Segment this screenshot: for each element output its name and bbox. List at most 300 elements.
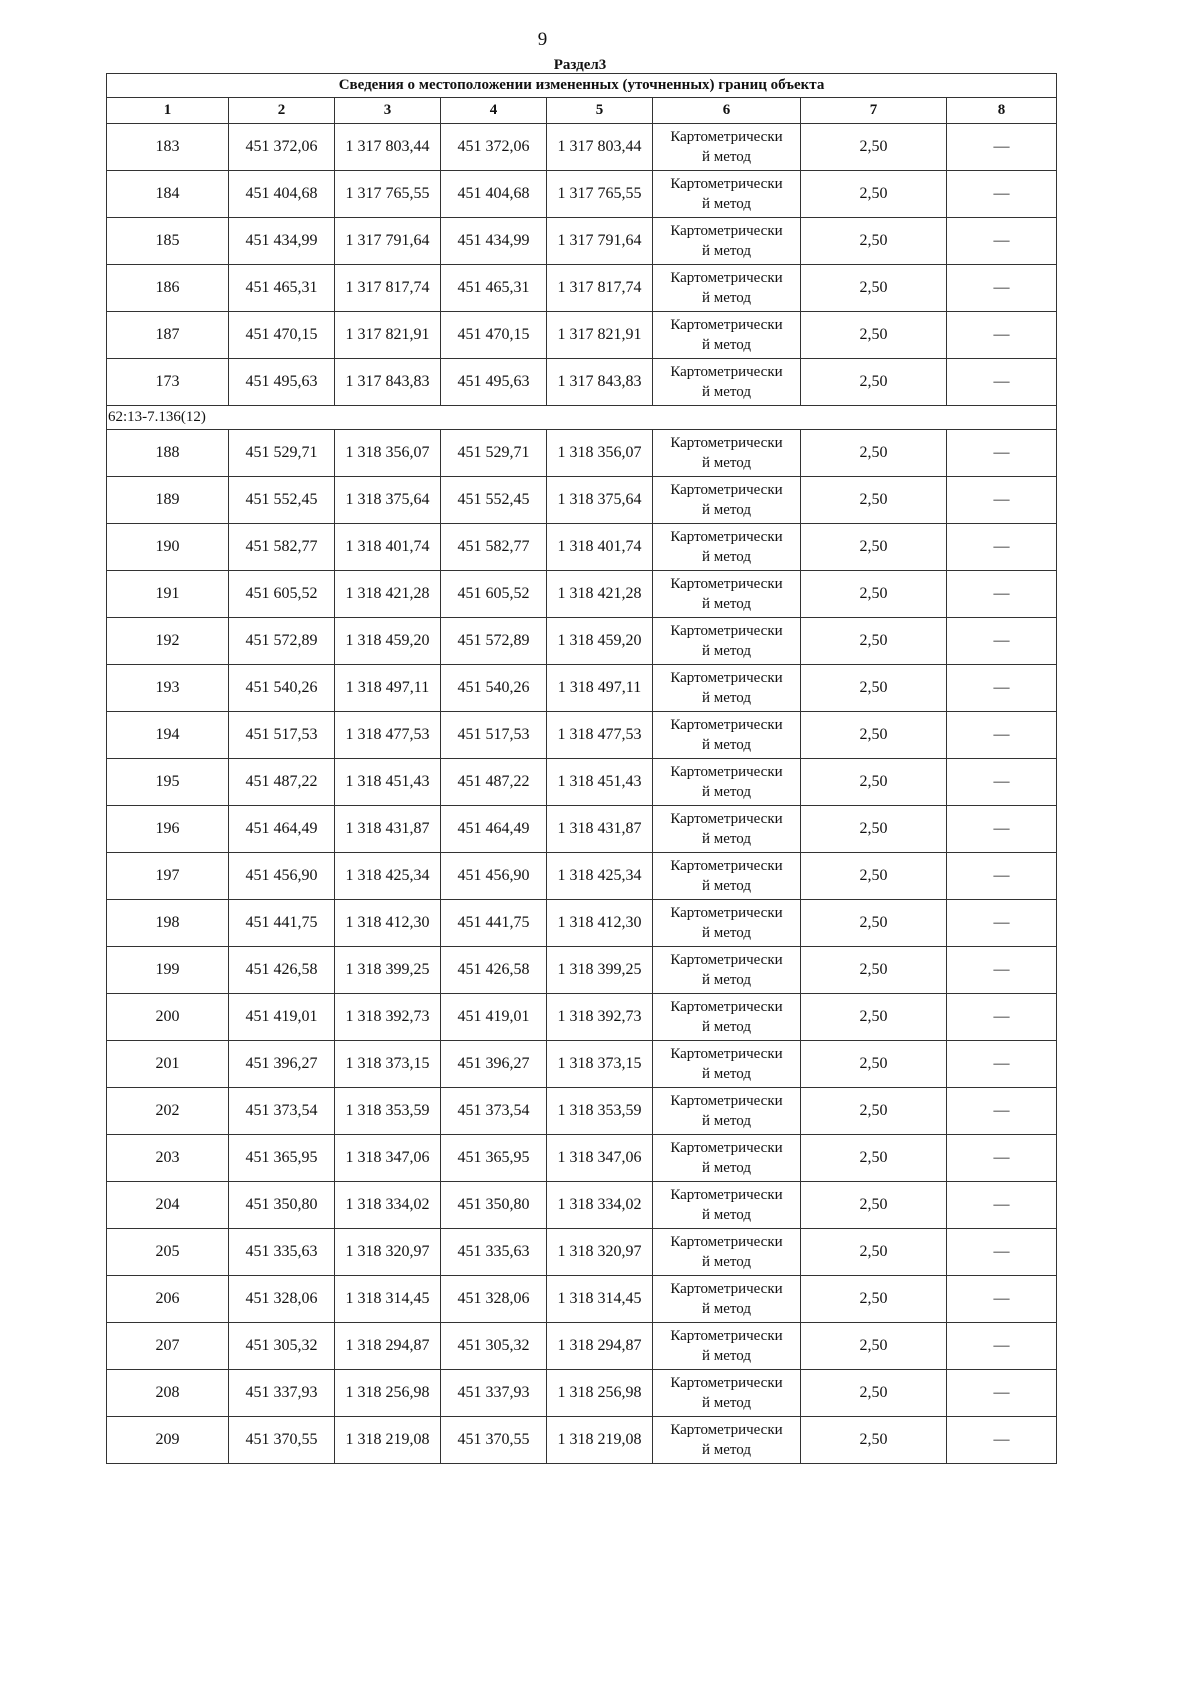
x-old-cell: 451 337,93 xyxy=(229,1370,335,1417)
group-row xyxy=(107,406,1057,430)
point-number-cell: 204 xyxy=(107,1182,229,1229)
method-line-1: Картометрически xyxy=(670,952,783,968)
x-new-cell: 451 305,32 xyxy=(441,1323,547,1370)
y-new-cell: 1 318 401,74 xyxy=(547,524,653,571)
point-number-cell: 205 xyxy=(107,1229,229,1276)
method-line-2: й метод xyxy=(702,1160,751,1176)
y-old-cell: 1 318 256,98 xyxy=(335,1370,441,1417)
x-new-cell: 451 465,31 xyxy=(441,265,547,312)
y-old-cell: 1 318 314,45 xyxy=(335,1276,441,1323)
method-line-1: Картометрически xyxy=(670,1187,783,1203)
y-new-cell: 1 317 817,74 xyxy=(547,265,653,312)
precision-cell: 2,50 xyxy=(801,265,947,312)
y-new-cell: 1 318 375,64 xyxy=(547,477,653,524)
y-new-cell: 1 318 320,97 xyxy=(547,1229,653,1276)
table-row xyxy=(107,1041,1057,1088)
y-new-cell: 1 318 497,11 xyxy=(547,665,653,712)
method-line-1: Картометрически xyxy=(670,576,783,592)
y-new-cell: 1 318 219,08 xyxy=(547,1417,653,1464)
description-cell: — xyxy=(947,947,1057,994)
point-number-cell: 194 xyxy=(107,712,229,759)
table-row xyxy=(107,853,1057,900)
point-number-cell: 188 xyxy=(107,430,229,477)
point-number-cell: 191 xyxy=(107,571,229,618)
method-cell xyxy=(653,171,801,218)
method-cell xyxy=(653,665,801,712)
x-new-cell: 451 350,80 xyxy=(441,1182,547,1229)
precision-cell: 2,50 xyxy=(801,218,947,265)
x-old-cell: 451 305,32 xyxy=(229,1323,335,1370)
method-cell xyxy=(653,759,801,806)
precision-cell: 2,50 xyxy=(801,171,947,218)
column-number-header: 8 xyxy=(947,98,1057,124)
precision-cell: 2,50 xyxy=(801,312,947,359)
precision-cell: 2,50 xyxy=(801,1323,947,1370)
x-old-cell: 451 373,54 xyxy=(229,1088,335,1135)
method-cell xyxy=(653,712,801,759)
precision-cell: 2,50 xyxy=(801,1041,947,1088)
description-cell: — xyxy=(947,1088,1057,1135)
x-new-cell: 451 426,58 xyxy=(441,947,547,994)
method-cell xyxy=(653,900,801,947)
method-line-2: й метод xyxy=(702,1301,751,1317)
method-line-1: Картометрически xyxy=(670,129,783,145)
method-line-2: й метод xyxy=(702,384,751,400)
group-label: 62:13-7.136(12) xyxy=(107,406,1057,430)
table-row xyxy=(107,1417,1057,1464)
table-row xyxy=(107,1229,1057,1276)
y-old-cell: 1 318 399,25 xyxy=(335,947,441,994)
precision-cell: 2,50 xyxy=(801,359,947,406)
column-number-header: 4 xyxy=(441,98,547,124)
description-cell: — xyxy=(947,1276,1057,1323)
table-row xyxy=(107,430,1057,477)
description-cell: — xyxy=(947,430,1057,477)
point-number-cell: 195 xyxy=(107,759,229,806)
x-new-cell: 451 404,68 xyxy=(441,171,547,218)
table-row xyxy=(107,1135,1057,1182)
method-line-2: й метод xyxy=(702,1442,751,1458)
table-row xyxy=(107,265,1057,312)
description-cell: — xyxy=(947,571,1057,618)
method-line-2: й метод xyxy=(702,290,751,306)
method-cell xyxy=(653,1323,801,1370)
description-cell: — xyxy=(947,312,1057,359)
method-line-2: й метод xyxy=(702,1207,751,1223)
method-line-1: Картометрически xyxy=(670,905,783,921)
point-number-cell: 201 xyxy=(107,1041,229,1088)
y-new-cell: 1 318 421,28 xyxy=(547,571,653,618)
point-number-cell: 199 xyxy=(107,947,229,994)
description-cell: — xyxy=(947,477,1057,524)
y-new-cell: 1 318 334,02 xyxy=(547,1182,653,1229)
description-cell: — xyxy=(947,124,1057,171)
point-number-cell: 207 xyxy=(107,1323,229,1370)
point-number-cell: 186 xyxy=(107,265,229,312)
method-cell xyxy=(653,1182,801,1229)
method-line-2: й метод xyxy=(702,337,751,353)
precision-cell: 2,50 xyxy=(801,571,947,618)
y-new-cell: 1 317 843,83 xyxy=(547,359,653,406)
y-new-cell: 1 317 821,91 xyxy=(547,312,653,359)
y-old-cell: 1 318 356,07 xyxy=(335,430,441,477)
method-line-2: й метод xyxy=(702,972,751,988)
y-old-cell: 1 318 425,34 xyxy=(335,853,441,900)
y-old-cell: 1 318 347,06 xyxy=(335,1135,441,1182)
point-number-cell: 203 xyxy=(107,1135,229,1182)
point-number-cell: 190 xyxy=(107,524,229,571)
table-row xyxy=(107,1370,1057,1417)
method-line-1: Картометрически xyxy=(670,1328,783,1344)
x-new-cell: 451 529,71 xyxy=(441,430,547,477)
precision-cell: 2,50 xyxy=(801,853,947,900)
point-number-cell: 198 xyxy=(107,900,229,947)
table-row xyxy=(107,759,1057,806)
point-number-cell: 193 xyxy=(107,665,229,712)
y-new-cell: 1 318 399,25 xyxy=(547,947,653,994)
y-old-cell: 1 317 803,44 xyxy=(335,124,441,171)
y-new-cell: 1 318 294,87 xyxy=(547,1323,653,1370)
method-cell xyxy=(653,124,801,171)
precision-cell: 2,50 xyxy=(801,1370,947,1417)
y-new-cell: 1 318 477,53 xyxy=(547,712,653,759)
section-title: Раздел3 xyxy=(553,57,607,73)
description-cell: — xyxy=(947,524,1057,571)
method-line-2: й метод xyxy=(702,690,751,706)
precision-cell: 2,50 xyxy=(801,1182,947,1229)
x-old-cell: 451 470,15 xyxy=(229,312,335,359)
method-cell xyxy=(653,524,801,571)
column-number-header: 6 xyxy=(653,98,801,124)
x-new-cell: 451 572,89 xyxy=(441,618,547,665)
method-line-2: й метод xyxy=(702,455,751,471)
point-number-cell: 184 xyxy=(107,171,229,218)
method-cell xyxy=(653,430,801,477)
table-row xyxy=(107,1182,1057,1229)
x-old-cell: 451 529,71 xyxy=(229,430,335,477)
description-cell: — xyxy=(947,900,1057,947)
y-old-cell: 1 318 431,87 xyxy=(335,806,441,853)
method-line-1: Картометрически xyxy=(670,1234,783,1250)
x-old-cell: 451 426,58 xyxy=(229,947,335,994)
description-cell: — xyxy=(947,1417,1057,1464)
x-old-cell: 451 419,01 xyxy=(229,994,335,1041)
description-cell: — xyxy=(947,1135,1057,1182)
x-old-cell: 451 465,31 xyxy=(229,265,335,312)
y-new-cell: 1 318 451,43 xyxy=(547,759,653,806)
point-number-cell: 187 xyxy=(107,312,229,359)
x-old-cell: 451 456,90 xyxy=(229,853,335,900)
point-number-cell: 185 xyxy=(107,218,229,265)
method-line-2: й метод xyxy=(702,1348,751,1364)
method-line-1: Картометрически xyxy=(670,270,783,286)
description-cell: — xyxy=(947,806,1057,853)
table-row xyxy=(107,712,1057,759)
x-old-cell: 451 365,95 xyxy=(229,1135,335,1182)
point-number-cell: 200 xyxy=(107,994,229,1041)
method-line-1: Картометрически xyxy=(670,1046,783,1062)
method-cell xyxy=(653,312,801,359)
x-old-cell: 451 572,89 xyxy=(229,618,335,665)
description-cell: — xyxy=(947,994,1057,1041)
y-old-cell: 1 318 412,30 xyxy=(335,900,441,947)
precision-cell: 2,50 xyxy=(801,524,947,571)
column-number-header: 2 xyxy=(229,98,335,124)
method-line-2: й метод xyxy=(702,1019,751,1035)
method-line-1: Картометрически xyxy=(670,1422,783,1438)
y-old-cell: 1 317 817,74 xyxy=(335,265,441,312)
y-old-cell: 1 318 219,08 xyxy=(335,1417,441,1464)
method-line-1: Картометрически xyxy=(670,364,783,380)
method-line-2: й метод xyxy=(702,831,751,847)
column-number-row xyxy=(107,98,1057,124)
x-new-cell: 451 434,99 xyxy=(441,218,547,265)
x-old-cell: 451 487,22 xyxy=(229,759,335,806)
method-line-2: й метод xyxy=(702,596,751,612)
description-cell: — xyxy=(947,265,1057,312)
method-line-2: й метод xyxy=(702,502,751,518)
method-line-2: й метод xyxy=(702,643,751,659)
method-cell xyxy=(653,359,801,406)
table-caption: Сведения о местоположении измененных (уточненных) границ объекта xyxy=(107,74,1057,98)
column-number-header: 7 xyxy=(801,98,947,124)
y-old-cell: 1 318 392,73 xyxy=(335,994,441,1041)
description-cell: — xyxy=(947,1041,1057,1088)
x-new-cell: 451 605,52 xyxy=(441,571,547,618)
y-old-cell: 1 318 459,20 xyxy=(335,618,441,665)
method-line-1: Картометрически xyxy=(670,529,783,545)
y-new-cell: 1 318 412,30 xyxy=(547,900,653,947)
x-new-cell: 451 372,06 xyxy=(441,124,547,171)
y-old-cell: 1 318 294,87 xyxy=(335,1323,441,1370)
x-new-cell: 451 456,90 xyxy=(441,853,547,900)
method-cell xyxy=(653,618,801,665)
x-new-cell: 451 373,54 xyxy=(441,1088,547,1135)
x-old-cell: 451 495,63 xyxy=(229,359,335,406)
point-number-cell: 173 xyxy=(107,359,229,406)
column-number-header: 1 xyxy=(107,98,229,124)
method-line-2: й метод xyxy=(702,878,751,894)
x-new-cell: 451 552,45 xyxy=(441,477,547,524)
y-old-cell: 1 317 791,64 xyxy=(335,218,441,265)
method-cell xyxy=(653,218,801,265)
precision-cell: 2,50 xyxy=(801,1276,947,1323)
table-row xyxy=(107,1088,1057,1135)
method-cell xyxy=(653,806,801,853)
method-line-2: й метод xyxy=(702,196,751,212)
coordinates-table xyxy=(106,73,1057,1464)
method-cell xyxy=(653,1417,801,1464)
y-old-cell: 1 318 451,43 xyxy=(335,759,441,806)
precision-cell: 2,50 xyxy=(801,900,947,947)
x-old-cell: 451 605,52 xyxy=(229,571,335,618)
precision-cell: 2,50 xyxy=(801,947,947,994)
y-new-cell: 1 318 425,34 xyxy=(547,853,653,900)
method-cell xyxy=(653,947,801,994)
method-cell xyxy=(653,853,801,900)
x-new-cell: 451 335,63 xyxy=(441,1229,547,1276)
y-old-cell: 1 318 375,64 xyxy=(335,477,441,524)
method-cell xyxy=(653,1041,801,1088)
description-cell: — xyxy=(947,218,1057,265)
table-row xyxy=(107,806,1057,853)
y-new-cell: 1 318 353,59 xyxy=(547,1088,653,1135)
y-new-cell: 1 318 347,06 xyxy=(547,1135,653,1182)
description-cell: — xyxy=(947,853,1057,900)
precision-cell: 2,50 xyxy=(801,665,947,712)
table-row xyxy=(107,524,1057,571)
method-line-1: Картометрически xyxy=(670,1375,783,1391)
y-new-cell: 1 318 373,15 xyxy=(547,1041,653,1088)
x-new-cell: 451 365,95 xyxy=(441,1135,547,1182)
method-line-1: Картометрически xyxy=(670,623,783,639)
method-line-2: й метод xyxy=(702,784,751,800)
precision-cell: 2,50 xyxy=(801,1135,947,1182)
table-row xyxy=(107,359,1057,406)
y-old-cell: 1 318 334,02 xyxy=(335,1182,441,1229)
y-old-cell: 1 317 821,91 xyxy=(335,312,441,359)
method-cell xyxy=(653,1276,801,1323)
method-cell xyxy=(653,1135,801,1182)
x-old-cell: 451 552,45 xyxy=(229,477,335,524)
table-row xyxy=(107,994,1057,1041)
point-number-cell: 206 xyxy=(107,1276,229,1323)
x-old-cell: 451 350,80 xyxy=(229,1182,335,1229)
precision-cell: 2,50 xyxy=(801,712,947,759)
method-line-2: й метод xyxy=(702,1395,751,1411)
x-old-cell: 451 404,68 xyxy=(229,171,335,218)
method-line-1: Картометрически xyxy=(670,435,783,451)
x-old-cell: 451 540,26 xyxy=(229,665,335,712)
precision-cell: 2,50 xyxy=(801,618,947,665)
method-cell xyxy=(653,571,801,618)
description-cell: — xyxy=(947,712,1057,759)
description-cell: — xyxy=(947,1182,1057,1229)
method-line-2: й метод xyxy=(702,925,751,941)
method-cell xyxy=(653,265,801,312)
point-number-cell: 183 xyxy=(107,124,229,171)
precision-cell: 2,50 xyxy=(801,1229,947,1276)
y-new-cell: 1 317 803,44 xyxy=(547,124,653,171)
method-line-2: й метод xyxy=(702,1113,751,1129)
method-line-1: Картометрически xyxy=(670,999,783,1015)
y-old-cell: 1 318 401,74 xyxy=(335,524,441,571)
x-new-cell: 451 464,49 xyxy=(441,806,547,853)
y-old-cell: 1 318 497,11 xyxy=(335,665,441,712)
method-line-1: Картометрически xyxy=(670,1093,783,1109)
x-old-cell: 451 464,49 xyxy=(229,806,335,853)
method-line-1: Картометрически xyxy=(670,670,783,686)
x-new-cell: 451 337,93 xyxy=(441,1370,547,1417)
method-line-1: Картометрически xyxy=(670,764,783,780)
precision-cell: 2,50 xyxy=(801,1088,947,1135)
point-number-cell: 197 xyxy=(107,853,229,900)
x-new-cell: 451 517,53 xyxy=(441,712,547,759)
table-row xyxy=(107,124,1057,171)
method-cell xyxy=(653,1370,801,1417)
point-number-cell: 209 xyxy=(107,1417,229,1464)
description-cell: — xyxy=(947,759,1057,806)
description-cell: — xyxy=(947,618,1057,665)
x-old-cell: 451 582,77 xyxy=(229,524,335,571)
method-line-2: й метод xyxy=(702,549,751,565)
point-number-cell: 192 xyxy=(107,618,229,665)
precision-cell: 2,50 xyxy=(801,430,947,477)
x-old-cell: 451 441,75 xyxy=(229,900,335,947)
x-old-cell: 451 335,63 xyxy=(229,1229,335,1276)
table-row xyxy=(107,171,1057,218)
precision-cell: 2,50 xyxy=(801,759,947,806)
table-row xyxy=(107,900,1057,947)
y-new-cell: 1 318 392,73 xyxy=(547,994,653,1041)
x-old-cell: 451 434,99 xyxy=(229,218,335,265)
method-line-2: й метод xyxy=(702,1254,751,1270)
method-cell xyxy=(653,994,801,1041)
method-line-1: Картометрически xyxy=(670,717,783,733)
y-old-cell: 1 318 320,97 xyxy=(335,1229,441,1276)
x-new-cell: 451 470,15 xyxy=(441,312,547,359)
method-line-2: й метод xyxy=(702,737,751,753)
x-new-cell: 451 419,01 xyxy=(441,994,547,1041)
table-row xyxy=(107,218,1057,265)
method-cell xyxy=(653,1088,801,1135)
page-number: 9 xyxy=(537,29,548,50)
description-cell: — xyxy=(947,1323,1057,1370)
description-cell: — xyxy=(947,171,1057,218)
method-line-1: Картометрически xyxy=(670,1281,783,1297)
column-number-header: 5 xyxy=(547,98,653,124)
x-new-cell: 451 370,55 xyxy=(441,1417,547,1464)
precision-cell: 2,50 xyxy=(801,1417,947,1464)
y-old-cell: 1 317 765,55 xyxy=(335,171,441,218)
description-cell: — xyxy=(947,665,1057,712)
precision-cell: 2,50 xyxy=(801,477,947,524)
point-number-cell: 196 xyxy=(107,806,229,853)
table-row xyxy=(107,1276,1057,1323)
y-old-cell: 1 318 353,59 xyxy=(335,1088,441,1135)
precision-cell: 2,50 xyxy=(801,994,947,1041)
y-new-cell: 1 318 431,87 xyxy=(547,806,653,853)
y-new-cell: 1 317 791,64 xyxy=(547,218,653,265)
x-new-cell: 451 540,26 xyxy=(441,665,547,712)
method-line-1: Картометрически xyxy=(670,1140,783,1156)
x-new-cell: 451 495,63 xyxy=(441,359,547,406)
y-new-cell: 1 318 256,98 xyxy=(547,1370,653,1417)
point-number-cell: 208 xyxy=(107,1370,229,1417)
x-new-cell: 451 396,27 xyxy=(441,1041,547,1088)
y-old-cell: 1 318 373,15 xyxy=(335,1041,441,1088)
x-old-cell: 451 372,06 xyxy=(229,124,335,171)
x-new-cell: 451 441,75 xyxy=(441,900,547,947)
y-new-cell: 1 318 314,45 xyxy=(547,1276,653,1323)
table-row xyxy=(107,618,1057,665)
description-cell: — xyxy=(947,359,1057,406)
description-cell: — xyxy=(947,1370,1057,1417)
x-old-cell: 451 396,27 xyxy=(229,1041,335,1088)
method-line-1: Картометрически xyxy=(670,223,783,239)
x-old-cell: 451 328,06 xyxy=(229,1276,335,1323)
method-line-1: Картометрически xyxy=(670,858,783,874)
x-old-cell: 451 370,55 xyxy=(229,1417,335,1464)
y-old-cell: 1 318 477,53 xyxy=(335,712,441,759)
table-row xyxy=(107,312,1057,359)
method-line-1: Картометрически xyxy=(670,811,783,827)
method-line-2: й метод xyxy=(702,149,751,165)
precision-cell: 2,50 xyxy=(801,806,947,853)
method-cell xyxy=(653,1229,801,1276)
y-new-cell: 1 318 356,07 xyxy=(547,430,653,477)
method-line-1: Картометрически xyxy=(670,176,783,192)
